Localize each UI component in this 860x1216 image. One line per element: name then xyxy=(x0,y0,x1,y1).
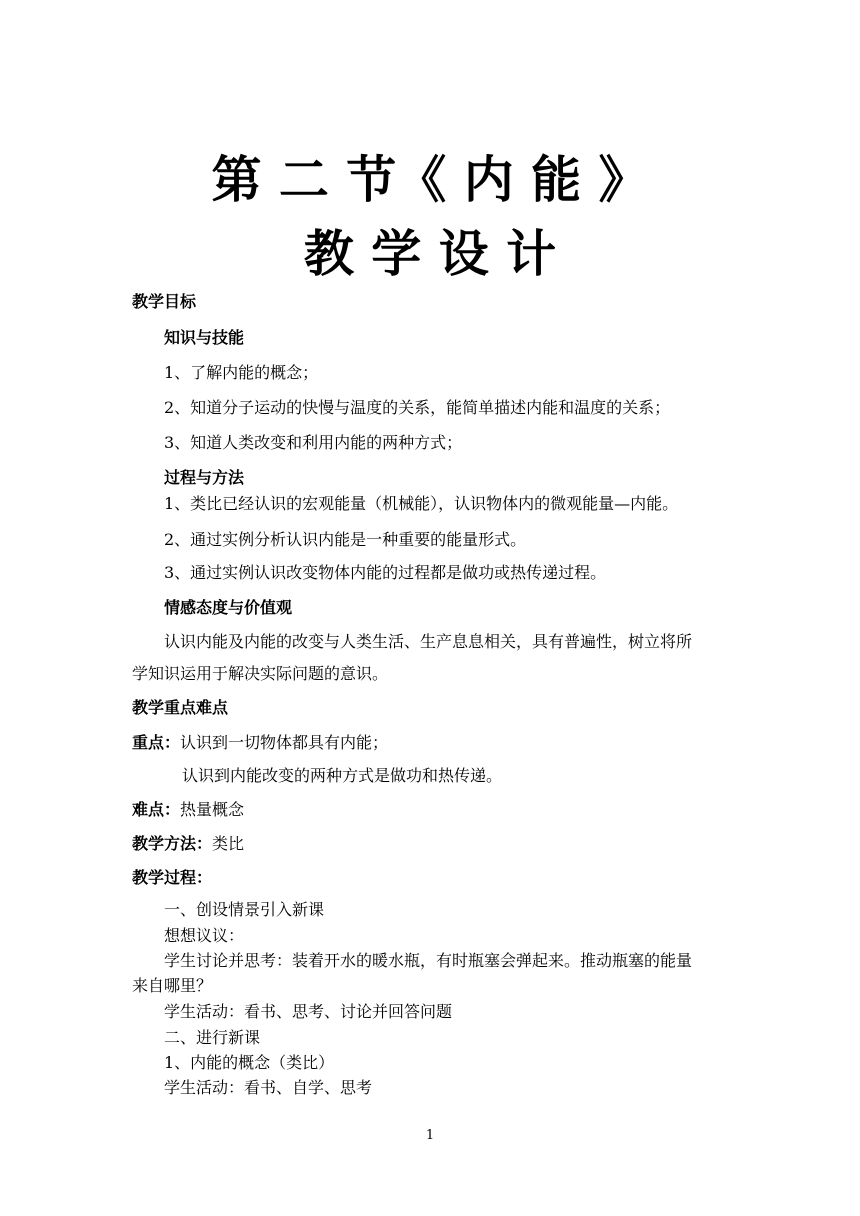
focus-text-2: 认识到内能改变的两种方式是做功和热传递。 xyxy=(182,766,503,785)
objectives-heading: 教学目标 xyxy=(132,292,197,311)
step-6: 二、进行新课 xyxy=(164,1028,261,1047)
step-3: 学生讨论并思考：装着开水的暖水瓶，有时瓶塞会弹起来。推动瓶塞的能量 xyxy=(164,951,693,970)
method-label: 教学方法： xyxy=(132,834,213,853)
process-item-3: 3、通过实例认识改变物体内能的过程都是做功或热传递过程。 xyxy=(164,563,607,582)
emotion-text-line-2: 学知识运用于解决实际问题的意识。 xyxy=(132,664,389,683)
method-text: 类比 xyxy=(212,834,245,853)
process-heading: 过程与方法 xyxy=(164,468,245,487)
step-5: 学生活动：看书、思考、讨论并回答问题 xyxy=(164,1002,453,1021)
knowledge-item-1: 1、了解内能的概念； xyxy=(164,363,319,382)
title-line-1: 第 二 节《 内 能 》 xyxy=(211,150,649,209)
method-line xyxy=(132,834,244,854)
difficulty-label: 难点： xyxy=(132,800,181,819)
focus-line xyxy=(132,733,388,753)
step-2: 想想议议： xyxy=(164,926,245,945)
difficulty-line xyxy=(132,800,244,820)
emotion-text-line-1: 认识内能及内能的改变与人类生活、生产息息相关，具有普遍性，树立将所 xyxy=(164,632,693,651)
title-line-2: 教 学 设 计 xyxy=(303,224,557,283)
knowledge-item-3: 3、知道人类改变和利用内能的两种方式； xyxy=(164,433,463,452)
step-8: 学生活动：看书、自学、思考 xyxy=(164,1078,373,1097)
emotion-heading: 情感态度与价值观 xyxy=(164,598,293,617)
step-1: 一、创设情景引入新课 xyxy=(164,900,325,919)
process-label: 教学过程： xyxy=(132,868,213,887)
key-points-heading: 教学重点难点 xyxy=(132,698,229,717)
knowledge-item-2: 2、知道分子运动的快慢与温度的关系，能简单描述内能和温度的关系； xyxy=(164,398,671,417)
process-item-2: 2、通过实例分析认识内能是一种重要的能量形式。 xyxy=(164,530,527,549)
step-4: 来自哪里？ xyxy=(132,976,213,995)
step-7: 1、内能的概念（类比） xyxy=(164,1053,335,1072)
difficulty-text: 热量概念 xyxy=(180,800,245,819)
process-item-1: 1、类比已经认识的宏观能量（机械能），认识物体内的微观能量—内能。 xyxy=(164,494,679,513)
page-number: 1 xyxy=(425,1128,435,1143)
focus-label: 重点： xyxy=(132,733,181,752)
focus-text-1: 认识到一切物体都具有内能； xyxy=(180,733,389,752)
knowledge-heading: 知识与技能 xyxy=(164,328,245,347)
